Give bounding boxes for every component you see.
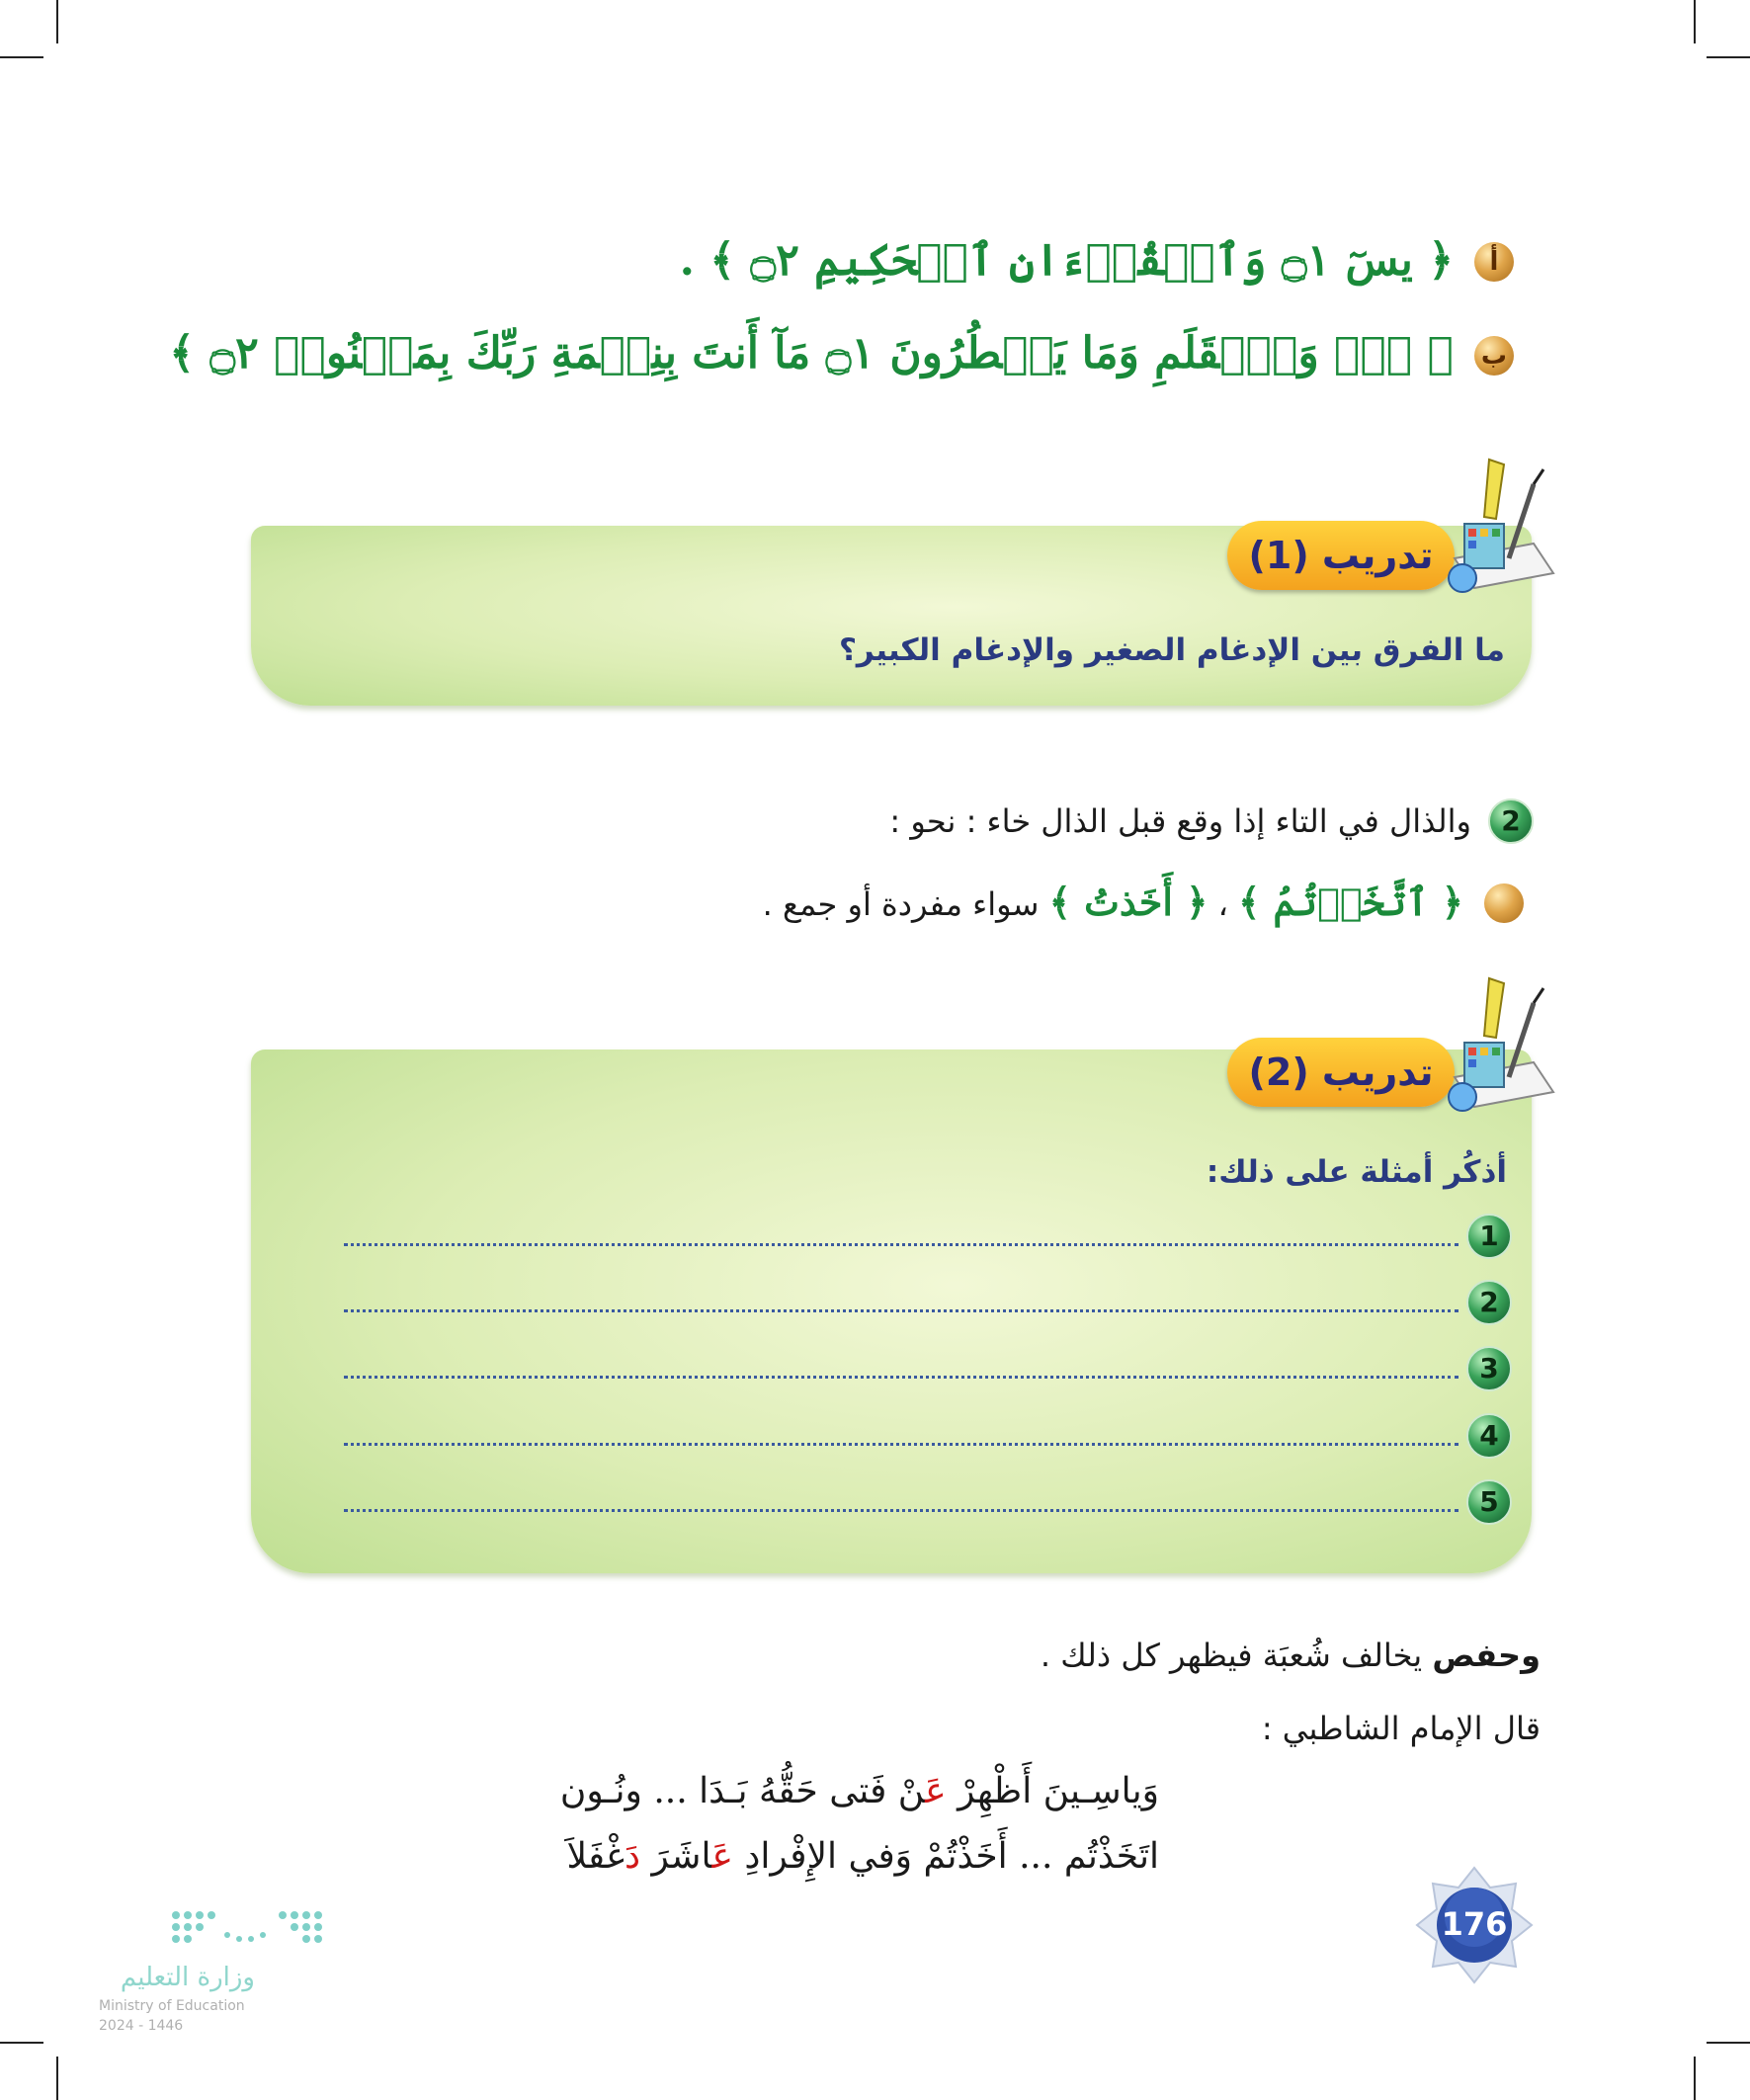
crop-mark	[1694, 0, 1696, 43]
example-word-akhadhtu: ﴿ أَخَذتُ ﴾	[1048, 880, 1208, 924]
crop-mark	[1707, 56, 1750, 58]
answer-line-3[interactable]	[344, 1376, 1458, 1379]
example-marker-b: ب	[1474, 336, 1514, 376]
point2-number: 2	[1488, 798, 1534, 844]
crop-mark	[0, 2042, 43, 2044]
shatibi-intro: قال الإمام الشاطبي :	[1261, 1710, 1541, 1747]
crop-mark	[1694, 2057, 1696, 2100]
crop-mark	[0, 56, 43, 58]
point2-example-bullet	[1484, 883, 1524, 923]
verse-red-letter: عَ	[711, 1836, 733, 1877]
answer-line-4[interactable]	[344, 1443, 1458, 1446]
pen-and-book-icon	[1435, 968, 1563, 1117]
pen-and-book-icon	[1435, 450, 1563, 598]
answer-number-5: 5	[1466, 1479, 1512, 1525]
verse-line-2	[566, 1836, 1159, 1877]
verse-fragment: وَياسِـينَ أَظْهِرْ	[946, 1771, 1159, 1811]
answer-number-2: 2	[1466, 1280, 1512, 1325]
exercise2-prompt: أذكُر أمثلة على ذلك:	[1206, 1154, 1507, 1190]
verse-red-letter: دَ	[624, 1836, 640, 1877]
exercise1-question: ما الفرق بين الإدغام الصغير والإدغام الكبير؟	[838, 632, 1505, 668]
crop-mark	[56, 2057, 58, 2100]
hafs-note-bold: وحفص	[1432, 1637, 1541, 1674]
verse-red-letter: عَ	[925, 1771, 947, 1811]
quran-verse-a: ﴿ يسٓ ۝١ وَٱلۡقُرۡءَانِ ٱلۡحَكِيمِ ۝٢ ﴾ .	[679, 235, 1454, 286]
crop-mark	[56, 0, 58, 43]
ministry-logo-icon	[168, 1905, 326, 1965]
ministry-name-arabic: وزارة التعليم	[120, 1963, 255, 1992]
quran-verse-b: ﴿ نٓۚ وَٱلۡقَلَمِ وَمَا يَسۡطُرُونَ ۝١ مَآ أَنتَ بِنِعۡمَةِ رَبِّكَ بِمَجۡنُونٖ ۝٢ ﴾	[169, 328, 1454, 378]
exercise1-title: تدريب (1)	[1227, 521, 1455, 590]
verse-line-1	[560, 1771, 1159, 1811]
crop-mark	[1707, 2042, 1750, 2044]
example-word-ittakhadhtum: ﴿ ٱتَّخَذۡتُمُ ﴾	[1238, 880, 1463, 924]
ministry-year: 2024 - 1446	[99, 2018, 184, 2034]
verse-fragment: اشَرَ	[640, 1836, 712, 1877]
hafs-note	[1041, 1637, 1541, 1674]
page-number: 176	[1441, 1905, 1508, 1943]
verse-fragment: غْفَلاَ	[566, 1836, 625, 1877]
answer-number-4: 4	[1466, 1413, 1512, 1459]
example-marker-a: أ	[1474, 242, 1514, 282]
exercise2-title: تدريب (2)	[1227, 1038, 1455, 1107]
answer-number-3: 3	[1466, 1346, 1512, 1391]
verse-fragment: اتَخَذْتُم ... أَخَذْتُمْ وَفي الإِفْرادِ	[732, 1836, 1159, 1877]
point2-example-line	[763, 880, 1463, 924]
point2-text: والذال في التاء إذا وقع قبل الذال خاء : نحو :	[889, 802, 1471, 840]
answer-line-5[interactable]	[344, 1509, 1458, 1512]
example-suffix: سواء مفردة أو جمع .	[762, 885, 1040, 923]
example-separator: ،	[1217, 885, 1228, 923]
hafs-note-rest: يخالف شُعبَة فيظهر كل ذلك .	[1040, 1637, 1423, 1674]
verse-fragment: نْ فَتى حَقُّهُ بَـدَا ... ونُـون	[559, 1771, 926, 1811]
answer-number-1: 1	[1466, 1214, 1512, 1259]
ministry-name-english: Ministry of Education	[99, 1998, 245, 2014]
answer-line-1[interactable]	[344, 1243, 1458, 1246]
answer-line-2[interactable]	[344, 1309, 1458, 1312]
